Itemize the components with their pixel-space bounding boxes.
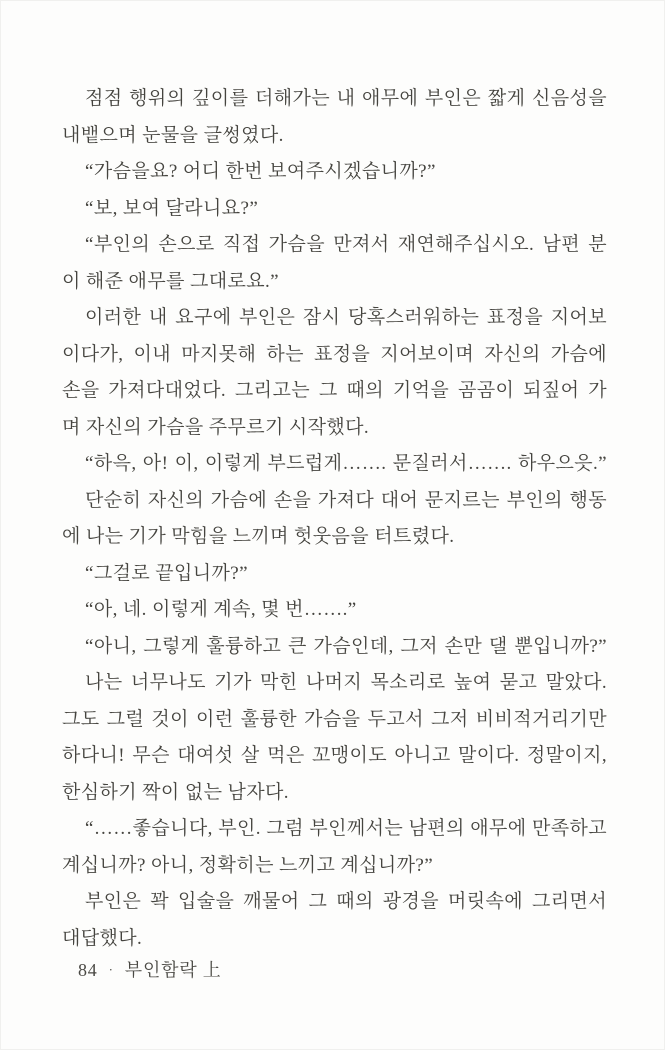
text-line: “그걸로 끝입니까?” — [85, 562, 248, 584]
body-text — [62, 81, 607, 957]
text-line: “……좋습니다, 부인. 그럼 부인께서는 남편의 애무에 만족하고 — [85, 818, 607, 839]
text-line: “아니, 그렇게 훌륭하고 큰 가슴인데, 그저 손만 댈 뿐입니까?” — [85, 635, 607, 657]
text-line: “가슴을요? 어디 한번 보여주시겠습니까?” — [85, 161, 436, 182]
text-line: 점점 행위의 깊이를 더해가는 내 애무에 부인은 짧게 신음성을 — [85, 88, 607, 109]
footer-separator: · — [108, 962, 114, 977]
text-line: “보, 보여 달라니요?” — [85, 197, 259, 219]
text-line: 손을 가져다대었다. 그리고는 그 때의 기억을 곰곰이 되짚어 가 — [62, 380, 607, 401]
text-line: “부인의 손으로 직접 가슴을 만져서 재연해주십시오. 남편 분 — [85, 234, 607, 255]
text-line: 하다니! 무슨 대여섯 살 먹은 꼬맹이도 아니고 말이다. 정말이지, — [62, 745, 607, 766]
text-line: 이 해준 애무를 그대로요.” — [62, 270, 279, 292]
text-line: 에 나는 기가 막힘을 느끼며 헛웃음을 터트렸다. — [62, 526, 455, 547]
text-line: “하윽, 아! 이, 이렇게 부드럽게……. 문질러서……. 하우으읏.” — [85, 453, 607, 474]
text-line: 단순히 자신의 가슴에 손을 가져다 대어 문지르는 부인의 행동 — [85, 489, 607, 511]
text-line: 이다가, 이내 마지못해 하는 표정을 지어보이며 자신의 가슴에 — [62, 343, 607, 365]
text-line: 대답했다. — [62, 927, 143, 949]
text-line: 나는 너무나도 기가 막힌 나머지 목소리로 높여 묻고 말았다. — [85, 672, 607, 693]
page-number: 84 — [78, 960, 98, 980]
book-title: 부인함락 上 — [124, 960, 222, 980]
text-line: 내뱉으며 눈물을 글썽였다. — [62, 124, 284, 146]
text-line: 이러한 내 요구에 부인은 잠시 당혹스러워하는 표정을 지어보 — [85, 307, 607, 328]
text-line: 한심하기 짝이 없는 남자다. — [62, 781, 289, 803]
text-line: 계십니까? 아니, 정확히는 느끼고 계십니까?” — [62, 854, 434, 876]
text-line: 그도 그럴 것이 이런 훌륭한 가슴을 두고서 그저 비비적거리기만 — [62, 708, 607, 730]
text-line: 며 자신의 가슴을 주무르기 시작했다. — [62, 416, 370, 438]
page-footer — [78, 956, 222, 982]
text-line: “아, 네. 이렇게 계속, 몇 번…….” — [85, 599, 357, 620]
text-line: 부인은 꽉 입술을 깨물어 그 때의 광경을 머릿속에 그리면서 — [85, 891, 607, 912]
